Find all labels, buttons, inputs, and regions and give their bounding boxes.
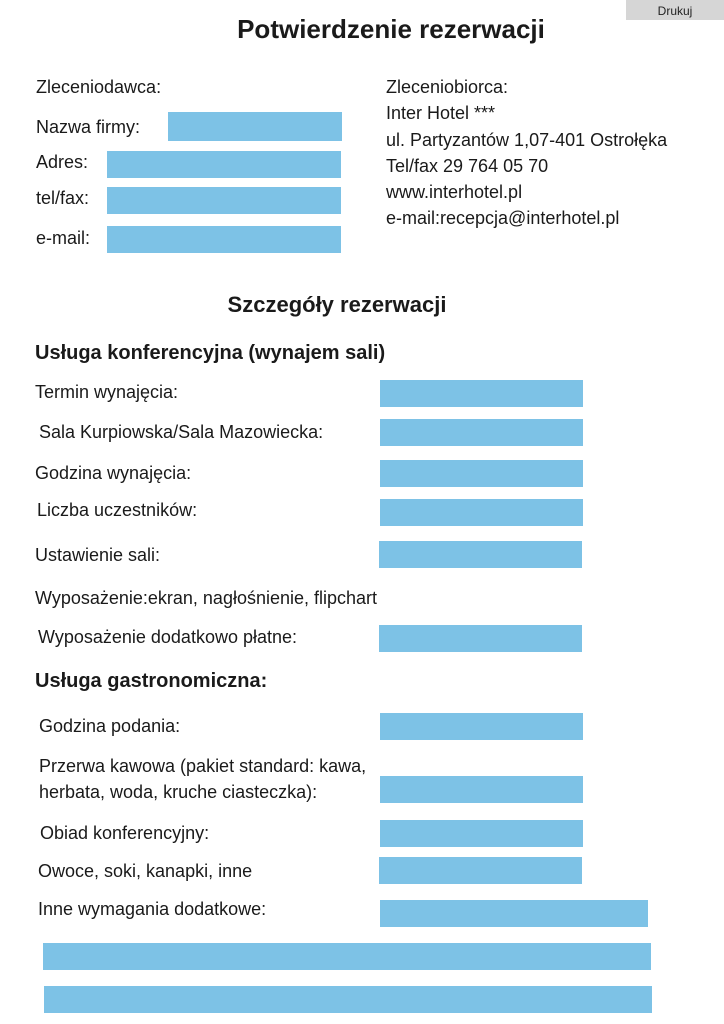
contractor-heading: Zleceniobiorca: <box>386 77 509 97</box>
lunch-field[interactable] <box>380 820 583 847</box>
other-requirements-field[interactable] <box>380 900 648 927</box>
room-setup-field[interactable] <box>379 541 582 568</box>
room-field[interactable] <box>380 419 583 446</box>
serving-time-label: Godzina podania: <box>39 716 181 736</box>
rental-hours-field[interactable] <box>380 460 583 487</box>
phone-label: tel/fax: <box>36 188 90 208</box>
contractor-address: ul. Partyzantów 1,07-401 Ostrołęka <box>386 130 668 150</box>
contractor-email: e-mail:recepcja@interhotel.pl <box>386 208 620 228</box>
address-field[interactable] <box>107 151 341 178</box>
page-title: Potwierdzenie rezerwacji <box>237 14 545 44</box>
lunch-label: Obiad konferencyjny: <box>40 823 210 843</box>
other-requirements-line-2[interactable] <box>44 986 652 1013</box>
print-button[interactable]: Drukuj <box>626 0 724 20</box>
other-requirements-line-1[interactable] <box>43 943 651 970</box>
equipment-text: Wyposażenie:ekran, nagłośnienie, flipchart <box>35 588 378 608</box>
extras-field[interactable] <box>379 857 582 884</box>
rental-date-label: Termin wynajęcia: <box>35 382 179 402</box>
other-requirements-label: Inne wymagania dodatkowe: <box>38 899 267 919</box>
catering-heading: Usługa gastronomiczna: <box>35 670 268 692</box>
participants-field[interactable] <box>380 499 583 526</box>
email-field[interactable] <box>107 226 341 253</box>
extra-equipment-field[interactable] <box>379 625 582 652</box>
rental-date-field[interactable] <box>380 380 583 407</box>
details-heading: Szczegóły rezerwacji <box>227 292 447 317</box>
room-setup-label: Ustawienie sali: <box>35 545 161 565</box>
conference-heading: Usługa konferencyjna (wynajem sali) <box>35 342 386 364</box>
coffee-break-field[interactable] <box>380 776 583 803</box>
client-heading: Zleceniodawca: <box>36 77 162 97</box>
coffee-break-label-line1: Przerwa kawowa (pakiet standard: kawa, <box>39 756 367 776</box>
coffee-break-label <box>39 753 366 805</box>
contractor-website: www.interhotel.pl <box>386 182 523 202</box>
room-label: Sala Kurpiowska/Sala Mazowiecka: <box>39 422 324 442</box>
coffee-break-label-line2: herbata, woda, kruche ciasteczka): <box>39 782 318 802</box>
company-label: Nazwa firmy: <box>36 117 141 137</box>
address-label: Adres: <box>36 152 89 172</box>
extra-equipment-label: Wyposażenie dodatkowo płatne: <box>38 627 298 647</box>
rental-hours-label: Godzina wynajęcia: <box>35 463 192 483</box>
serving-time-field[interactable] <box>380 713 583 740</box>
email-label: e-mail: <box>36 228 91 248</box>
contractor-phone: Tel/fax 29 764 05 70 <box>386 156 549 176</box>
phone-field[interactable] <box>107 187 341 214</box>
participants-label: Liczba uczestników: <box>37 500 198 520</box>
extras-label: Owoce, soki, kanapki, inne <box>38 861 253 881</box>
company-field[interactable] <box>168 112 342 141</box>
contractor-name: Inter Hotel *** <box>386 103 496 123</box>
